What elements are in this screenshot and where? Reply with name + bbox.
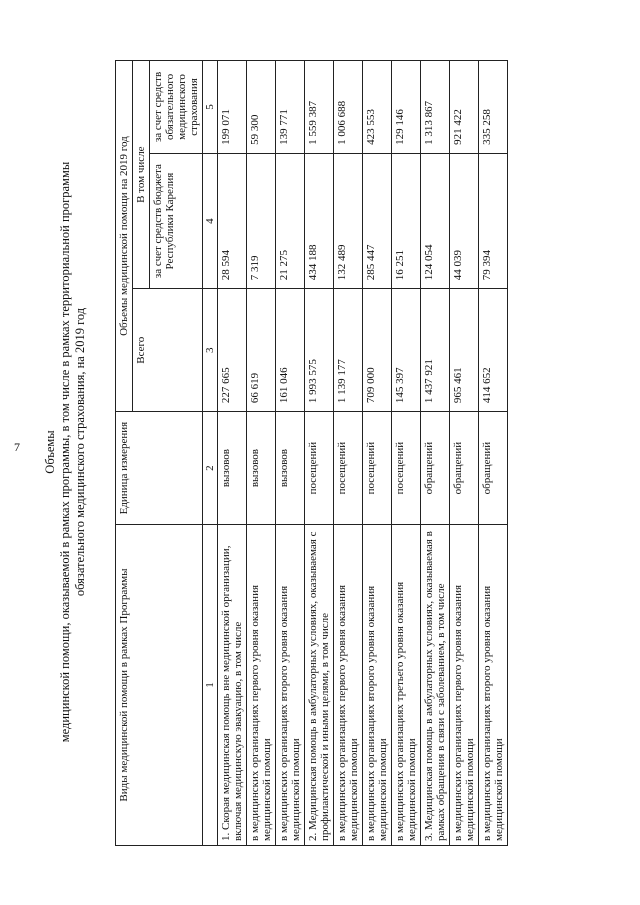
header-care-types: Виды медицинской помощи в рамках Программы [116,525,203,846]
total-cell: 965 461 [450,289,479,412]
unit-cell: посещений [334,412,363,525]
heading-title: Объемы [43,430,57,474]
heading-line-3: обязательного медицинского страхования, на 2019 год [73,307,87,597]
header-volumes-2019: Объемы медицинской помощи на 2019 год [116,61,133,412]
care-type-cell: в медицинских организациях первого уровня оказания медицинской помощи [247,525,276,846]
header-budget: за счет средств бюджета Республики Карелия [150,153,203,288]
header-including: В том числе [133,61,150,289]
table-row [334,61,363,846]
care-type-cell: в медицинских организациях первого уровня оказания медицинской помощи [450,525,479,846]
care-type-cell: в медицинских организациях второго уровня оказания медицинской помощи [276,525,305,846]
table-row [305,61,334,846]
rotated-page-content [43,42,603,862]
care-type-cell: 1. Скорая медицинская помощь вне медицинской организации, включая медицинскую эвакуацию, в том числе [218,525,247,846]
care-type-cell: 2. Медицинская помощь в амбулаторных условиях, оказываемая с профилактической и иными целями, в том числе [305,525,334,846]
page-number: 7 [14,440,20,454]
table-row [276,61,305,846]
budget-cell: 132 489 [334,153,363,288]
column-index: 5 [203,61,218,154]
header-oms: за счет средств обязательного медицинского страхования [150,61,203,154]
document-heading [43,42,88,862]
care-type-cell: в медицинских организациях первого уровня оказания медицинской помощи [334,525,363,846]
budget-cell: 16 251 [392,153,421,288]
table-row [479,61,508,846]
header-unit: Единица измерения [116,412,203,525]
care-type-cell: в медицинских организациях второго уровня оказания медицинской помощи [479,525,508,846]
oms-cell: 59 300 [247,61,276,154]
total-cell: 145 397 [392,289,421,412]
total-cell: 161 046 [276,289,305,412]
unit-cell: обращений [479,412,508,525]
header-total: Всего [133,289,203,412]
table-row [450,61,479,846]
unit-cell: обращений [450,412,479,525]
unit-cell: вызовов [247,412,276,525]
oms-cell: 1 559 387 [305,61,334,154]
unit-cell: вызовов [276,412,305,525]
table-row [247,61,276,846]
column-index: 3 [203,289,218,412]
budget-cell: 124 054 [421,153,450,288]
oms-cell: 423 553 [363,61,392,154]
column-index: 2 [203,412,218,525]
budget-cell: 434 188 [305,153,334,288]
table-row [218,61,247,846]
oms-cell: 335 258 [479,61,508,154]
budget-cell: 7 319 [247,153,276,288]
unit-cell: обращений [421,412,450,525]
total-cell: 66 619 [247,289,276,412]
budget-cell: 79 394 [479,153,508,288]
oms-cell: 921 422 [450,61,479,154]
total-cell: 227 665 [218,289,247,412]
unit-cell: посещений [363,412,392,525]
column-index-row [203,61,218,846]
table-row [363,61,392,846]
budget-cell: 28 594 [218,153,247,288]
total-cell: 1 139 177 [334,289,363,412]
total-cell: 1 993 575 [305,289,334,412]
care-type-cell: в медицинских организациях второго уровня оказания медицинской помощи [363,525,392,846]
budget-cell: 21 275 [276,153,305,288]
care-type-cell: 3. Медицинская помощь в амбулаторных условиях, оказываемая в рамках обращения в связи с заболеванием, в том числе [421,525,450,846]
unit-cell: вызовов [218,412,247,525]
oms-cell: 1 313 867 [421,61,450,154]
table-row [421,61,450,846]
column-index: 1 [203,525,218,846]
budget-cell: 44 039 [450,153,479,288]
unit-cell: посещений [392,412,421,525]
oms-cell: 139 771 [276,61,305,154]
budget-cell: 285 447 [363,153,392,288]
oms-cell: 1 006 688 [334,61,363,154]
column-index: 4 [203,153,218,288]
total-cell: 709 000 [363,289,392,412]
total-cell: 414 652 [479,289,508,412]
total-cell: 1 437 921 [421,289,450,412]
oms-cell: 199 071 [218,61,247,154]
table-row [392,61,421,846]
unit-cell: посещений [305,412,334,525]
care-type-cell: в медицинских организациях третьего уровня оказания медицинской помощи [392,525,421,846]
heading-line-2: медицинской помощи, оказываемой в рамках программы, в том числе в рамках территориальной программы [58,161,72,743]
oms-cell: 129 146 [392,61,421,154]
volumes-table [115,60,508,846]
